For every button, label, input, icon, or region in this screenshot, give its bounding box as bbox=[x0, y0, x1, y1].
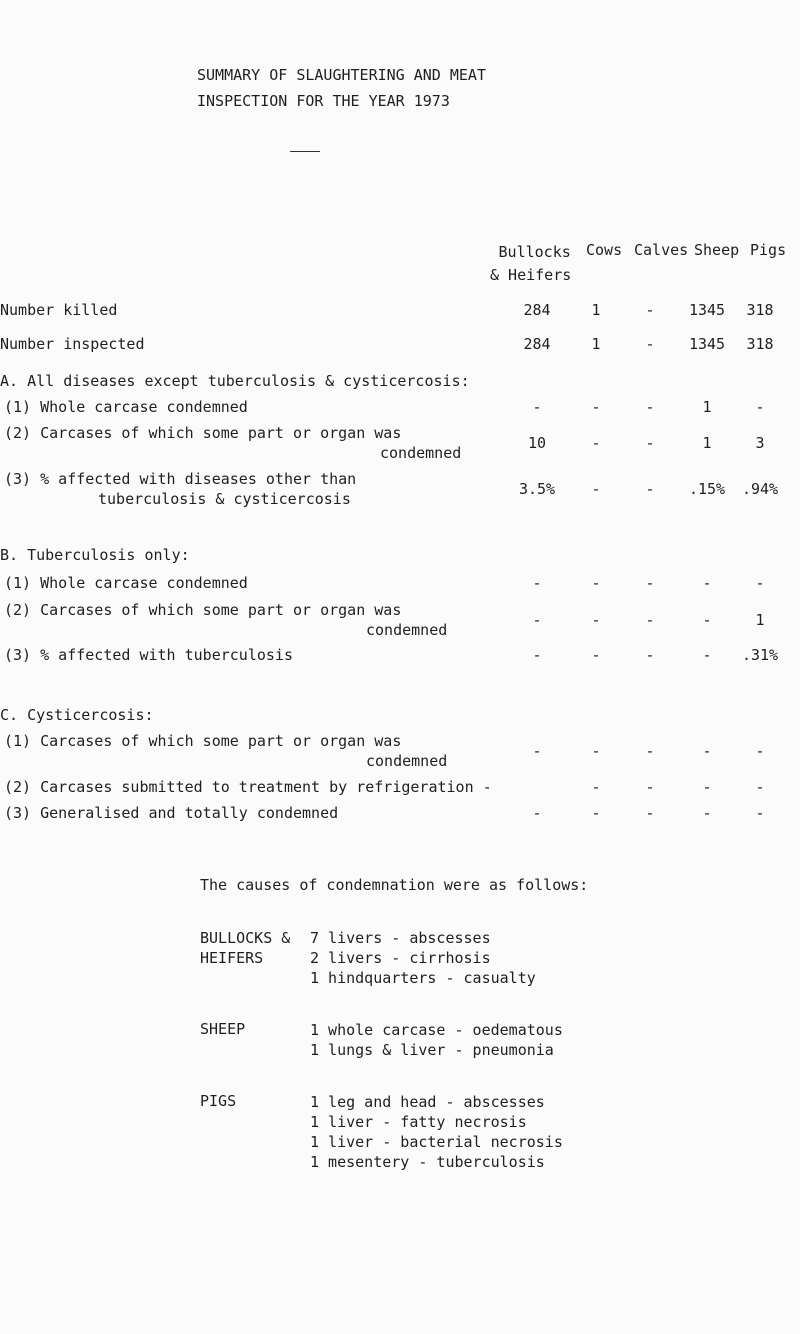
table-cell: .31% bbox=[741, 646, 779, 664]
table-cell: - bbox=[591, 574, 601, 592]
table-cell: - bbox=[645, 611, 655, 629]
table-cell: - bbox=[645, 335, 655, 353]
table-cell: - bbox=[702, 778, 712, 796]
title-rule bbox=[290, 151, 320, 152]
list-item: 1 liver - fatty necrosis bbox=[310, 1113, 527, 1131]
causes-sheep-list bbox=[310, 1020, 563, 1060]
table-cell: 318 bbox=[746, 301, 774, 319]
table-cell: - bbox=[645, 742, 655, 760]
row-label-killed: Number killed bbox=[0, 301, 118, 319]
table-cell: 284 bbox=[523, 301, 551, 319]
table-cell: 1 bbox=[755, 611, 765, 629]
table-cell: - bbox=[755, 398, 765, 416]
table-cell: - bbox=[755, 778, 765, 796]
column-header-pigs: Pigs bbox=[750, 241, 787, 259]
table-cell: 318 bbox=[746, 335, 774, 353]
column-header-cows: Cows bbox=[586, 241, 623, 259]
table-cell: - bbox=[755, 804, 765, 822]
row-label-inspected: Number inspected bbox=[0, 335, 145, 353]
section-c-row1-label1: (1) Carcases of which some part or organ was bbox=[4, 732, 402, 750]
section-a-row2-label2: condemned bbox=[380, 444, 462, 462]
section-a-row2-label1: (2) Carcases of which some part or organ was bbox=[4, 424, 402, 442]
causes-bullocks-label bbox=[200, 928, 290, 968]
causes-sheep-label: SHEEP bbox=[200, 1020, 246, 1038]
table-cell: - bbox=[591, 742, 601, 760]
table-cell: 284 bbox=[523, 335, 551, 353]
table-cell: 1 bbox=[591, 301, 601, 319]
section-b-row2-label2: condemned bbox=[366, 621, 448, 639]
table-cell: 1345 bbox=[688, 335, 726, 353]
causes-bullocks-label-1: BULLOCKS & bbox=[200, 929, 291, 947]
table-cell: - bbox=[532, 398, 542, 416]
list-item: 1 whole carcase - oedematous bbox=[310, 1021, 563, 1039]
section-a-heading: A. All diseases except tuberculosis & cysticercosis: bbox=[0, 372, 470, 390]
list-item: 7 livers - abscesses bbox=[310, 929, 491, 947]
section-a-row3-label2: tuberculosis & cysticercosis bbox=[98, 490, 351, 508]
section-c-row2-label: (2) Carcases submitted to treatment by refrigeration - bbox=[4, 778, 492, 796]
table-cell: 3 bbox=[755, 434, 765, 452]
list-item: 1 leg and head - abscesses bbox=[310, 1093, 545, 1111]
causes-intro: The causes of condemnation were as follows: bbox=[200, 876, 589, 894]
title-line-2: INSPECTION FOR THE YEAR 1973 bbox=[197, 92, 450, 110]
section-b-row2-label1: (2) Carcases of which some part or organ was bbox=[4, 601, 402, 619]
section-b-heading: B. Tuberculosis only: bbox=[0, 546, 190, 564]
table-cell: - bbox=[591, 434, 601, 452]
title-line-1: SUMMARY OF SLAUGHTERING AND MEAT bbox=[197, 66, 486, 84]
list-item: 1 hindquarters - casualty bbox=[310, 969, 536, 987]
page-title bbox=[197, 62, 486, 114]
table-cell: 3.5% bbox=[518, 480, 556, 498]
col-bullocks-line1: Bullocks bbox=[498, 243, 571, 261]
list-item: 1 liver - bacterial necrosis bbox=[310, 1133, 563, 1151]
table-cell: - bbox=[702, 646, 712, 664]
col-bullocks-line2: & Heifers bbox=[490, 266, 572, 284]
list-item: 1 mesentery - tuberculosis bbox=[310, 1153, 545, 1171]
table-cell: - bbox=[702, 742, 712, 760]
table-cell: - bbox=[591, 480, 601, 498]
section-c-row1-label2: condemned bbox=[366, 752, 448, 770]
table-cell: - bbox=[645, 480, 655, 498]
table-cell: - bbox=[532, 804, 542, 822]
table-cell: - bbox=[591, 611, 601, 629]
table-cell: 1345 bbox=[688, 301, 726, 319]
section-b-row3-label: (3) % affected with tuberculosis bbox=[4, 646, 293, 664]
table-cell: - bbox=[645, 301, 655, 319]
table-cell: 1 bbox=[702, 434, 712, 452]
table-cell: 10 bbox=[527, 434, 547, 452]
table-cell: - bbox=[591, 646, 601, 664]
table-cell: - bbox=[532, 742, 542, 760]
column-header-bullocks bbox=[490, 241, 572, 287]
column-header-calves: Calves bbox=[634, 241, 689, 259]
section-c-heading: C. Cysticercosis: bbox=[0, 706, 154, 724]
table-cell: - bbox=[591, 804, 601, 822]
table-cell: - bbox=[645, 574, 655, 592]
list-item: 2 livers - cirrhosis bbox=[310, 949, 491, 967]
table-cell: - bbox=[702, 804, 712, 822]
table-cell: 1 bbox=[591, 335, 601, 353]
causes-pigs-label: PIGS bbox=[200, 1092, 237, 1110]
table-cell: .94% bbox=[741, 480, 779, 498]
table-cell: - bbox=[645, 398, 655, 416]
causes-pigs-list bbox=[310, 1092, 563, 1172]
section-a-row1-label: (1) Whole carcase condemned bbox=[4, 398, 248, 416]
table-cell: - bbox=[645, 646, 655, 664]
table-cell: - bbox=[591, 398, 601, 416]
table-cell: - bbox=[702, 574, 712, 592]
column-header-sheep: Sheep bbox=[694, 241, 740, 259]
table-cell: - bbox=[532, 574, 542, 592]
causes-bullocks-list bbox=[310, 928, 536, 988]
table-cell: - bbox=[702, 611, 712, 629]
section-b-row1-label: (1) Whole carcase condemned bbox=[4, 574, 248, 592]
table-cell: - bbox=[532, 646, 542, 664]
section-a-row3-label1: (3) % affected with diseases other than bbox=[4, 470, 357, 488]
list-item: 1 lungs & liver - pneumonia bbox=[310, 1041, 554, 1059]
table-cell: - bbox=[645, 778, 655, 796]
table-cell: .15% bbox=[688, 480, 726, 498]
section-c-row3-label: (3) Generalised and totally condemned bbox=[4, 804, 339, 822]
table-cell: - bbox=[532, 611, 542, 629]
table-cell: - bbox=[755, 742, 765, 760]
table-cell: - bbox=[645, 804, 655, 822]
table-cell: - bbox=[591, 778, 601, 796]
table-cell: - bbox=[755, 574, 765, 592]
table-cell: 1 bbox=[702, 398, 712, 416]
table-cell: - bbox=[645, 434, 655, 452]
causes-bullocks-label-2: HEIFERS bbox=[200, 949, 264, 967]
